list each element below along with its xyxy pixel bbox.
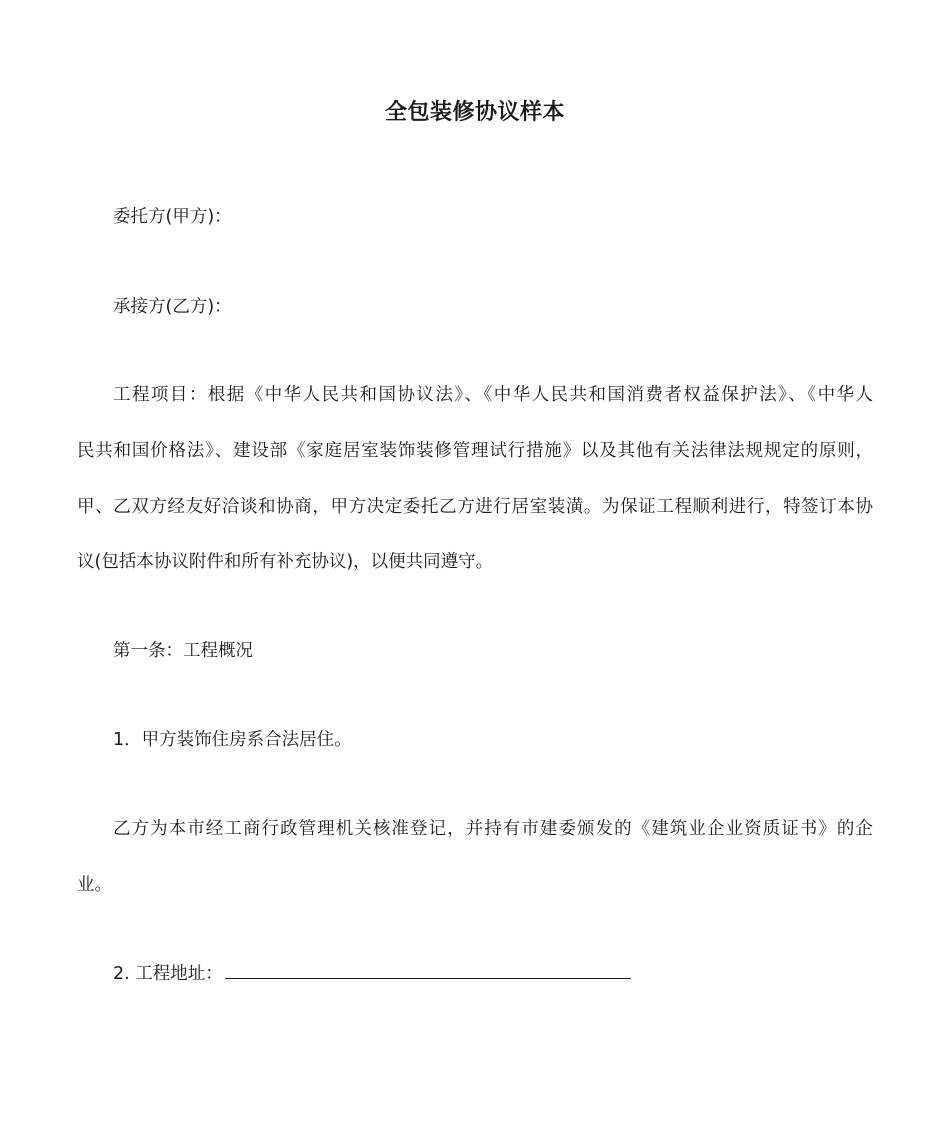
party-b-label: 承接方(乙方)： [113,297,232,317]
qualification-paragraph-line-1 [113,815,873,843]
qualification-paragraph-line-2: 业。 [77,875,112,895]
document-title: 全包装修协议样本 [384,100,565,125]
project-paragraph-line-2 [77,437,873,465]
party-a-label: 委托方(甲方)： [113,207,232,227]
item-1-text: 1．甲方装饰住房系合法居住。 [113,730,352,750]
address-blank-line [225,960,631,979]
item-2-label: 2. 工程地址： [113,964,223,984]
project-paragraph-line-1-text: 工程项目：根据《中华人民共和国协议法》、《中华人民共和国消费者权益保护法》、《中华人 [113,385,873,405]
project-paragraph-line-3 [77,493,873,521]
article-1-heading: 第一条：工程概况 [113,641,253,661]
project-paragraph-line-2-text: 民共和国价格法》、建设部《家庭居室装饰装修管理试行措施》以及其他有关法律法规规定的原则， [77,441,873,461]
project-paragraph-line-1 [113,381,873,409]
qualification-paragraph-line-1-text: 乙方为本市经工商行政管理机关核准登记，并持有市建委颁发的《建筑业企业资质证书》的企 [113,819,873,839]
project-paragraph-line-3-text: 甲、乙双方经友好洽谈和协商，甲方决定委托乙方进行居室装潢。为保证工程顺利进行，特签订本协 [77,497,873,517]
project-paragraph-line-4: 议(包括本协议附件和所有补充协议)，以便共同遵守。 [77,552,494,572]
item-2-row [113,960,631,988]
